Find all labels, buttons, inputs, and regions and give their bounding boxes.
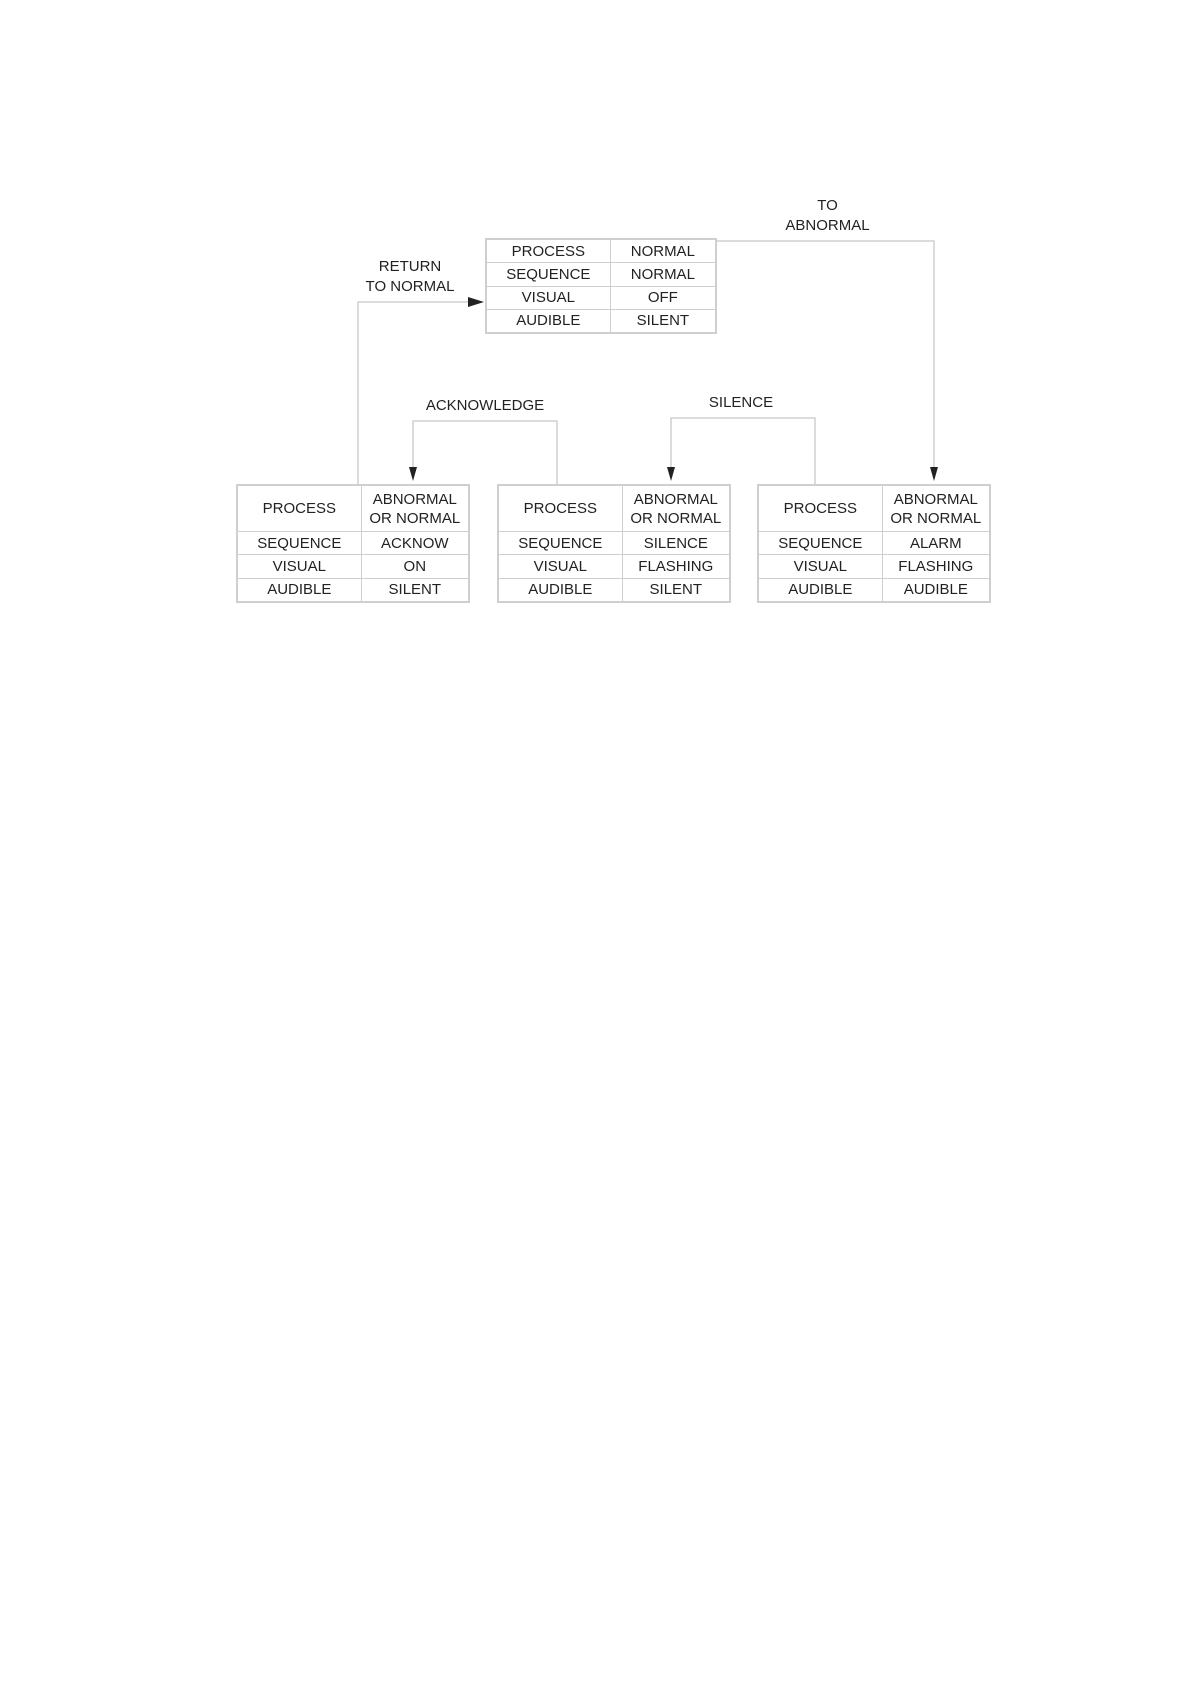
param-cell: PROCESS [499,486,623,532]
state-silenced-table [498,485,730,602]
value-cell: OFF [610,286,715,309]
table-row [487,309,716,332]
to-abnormal-arrowhead [930,467,938,481]
table-row [238,555,469,578]
table-row [238,486,469,532]
param-cell: PROCESS [759,486,883,532]
param-cell: VISUAL [487,286,611,309]
return-to-normal-arrowhead [468,297,484,307]
param-cell: VISUAL [238,555,362,578]
value-cell: AUDIBLE [882,578,989,601]
param-cell: SEQUENCE [759,532,883,555]
table-row [238,578,469,601]
acknowledge-line [413,421,557,484]
table-row [759,578,990,601]
table-row [759,532,990,555]
silence-line [671,418,815,484]
table-row [487,263,716,286]
value-cell: ALARM [882,532,989,555]
table-row [238,532,469,555]
return-to-normal-label: RETURN TO NORMAL [365,258,455,295]
state-acknowledged-table [237,485,469,602]
to-abnormal-label: TO ABNORMAL [785,197,870,234]
value-cell: FLASHING [622,555,729,578]
value-cell: ON [361,555,468,578]
acknowledge-label: ACKNOWLEDGE [425,397,545,414]
param-cell: AUDIBLE [499,578,623,601]
param-cell: SEQUENCE [487,263,611,286]
table-row [499,578,730,601]
value-cell: ABNORMAL OR NORMAL [361,486,468,532]
param-cell: VISUAL [759,555,883,578]
state-alarm [757,484,991,603]
table-row [499,555,730,578]
table-row [499,486,730,532]
to-abnormal-line [715,241,934,470]
state-silenced [497,484,731,603]
param-cell: SEQUENCE [499,532,623,555]
table-row [759,555,990,578]
silence-label: SILENCE [708,394,774,411]
table-row [499,532,730,555]
param-cell: SEQUENCE [238,532,362,555]
state-normal [485,238,717,334]
value-cell: SILENT [622,578,729,601]
silence-arrowhead [667,467,675,481]
value-cell: SILENT [361,578,468,601]
param-cell: AUDIBLE [759,578,883,601]
value-cell: ABNORMAL OR NORMAL [622,486,729,532]
value-cell: NORMAL [610,240,715,263]
state-alarm-table [758,485,990,602]
param-cell: PROCESS [487,240,611,263]
acknowledge-arrowhead [409,467,417,481]
return-to-normal-line [358,302,482,484]
value-cell: SILENT [610,309,715,332]
table-row [487,286,716,309]
value-cell: ABNORMAL OR NORMAL [882,486,989,532]
param-cell: AUDIBLE [238,578,362,601]
value-cell: ACKNOW [361,532,468,555]
state-normal-table [486,239,716,333]
table-row [759,486,990,532]
param-cell: VISUAL [499,555,623,578]
value-cell: SILENCE [622,532,729,555]
param-cell: PROCESS [238,486,362,532]
state-acknowledged [236,484,470,603]
param-cell: AUDIBLE [487,309,611,332]
value-cell: FLASHING [882,555,989,578]
value-cell: NORMAL [610,263,715,286]
table-row [487,240,716,263]
